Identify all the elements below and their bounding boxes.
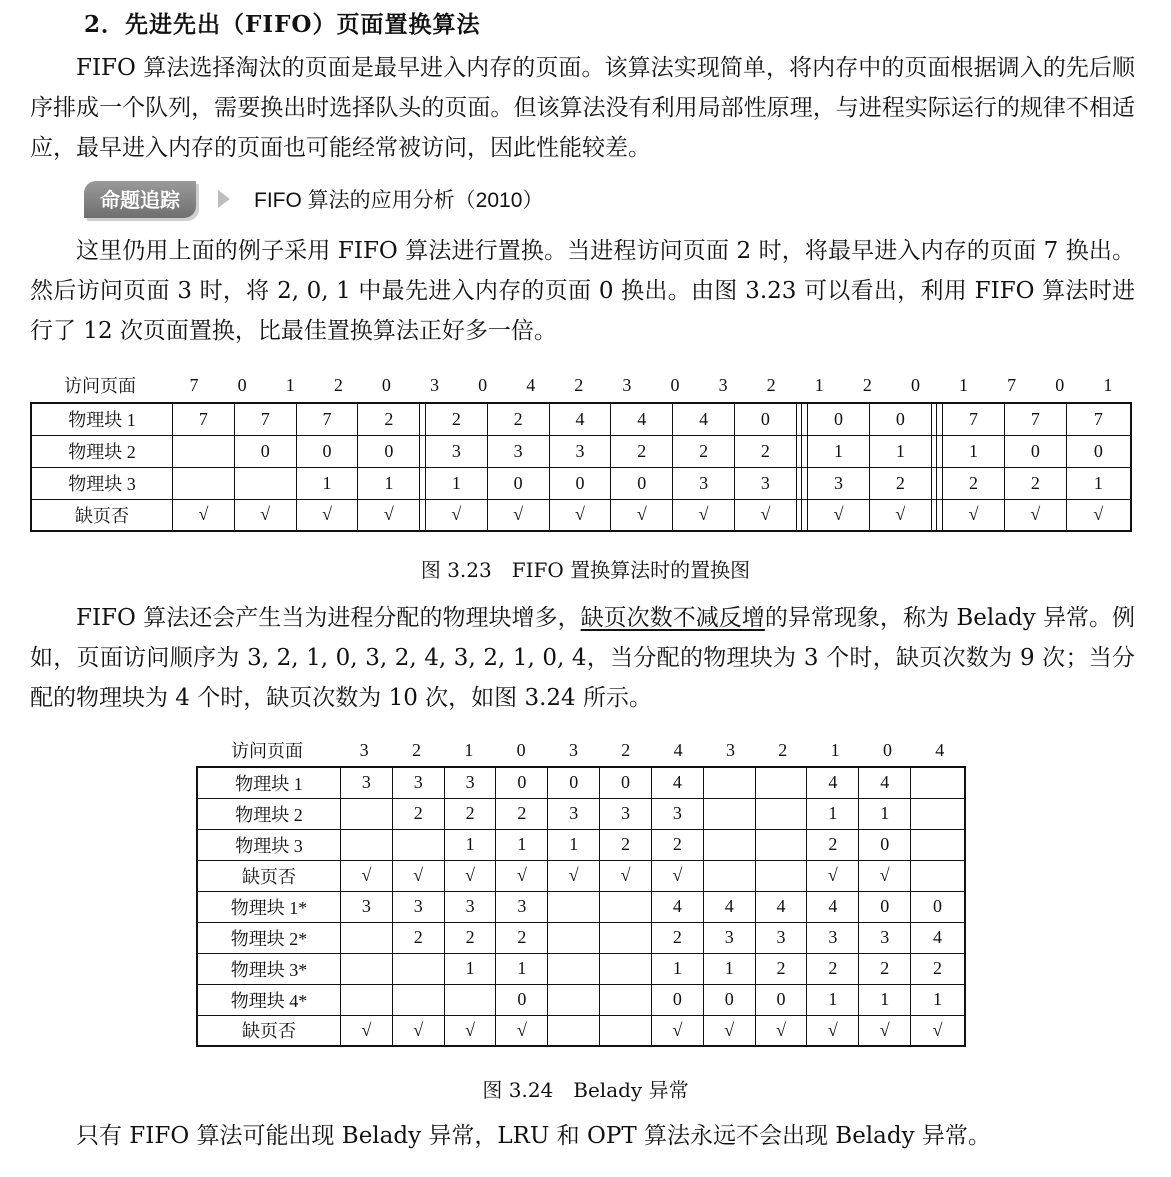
table-cell: 1 [548, 829, 600, 860]
table-cell: 3 [859, 922, 911, 953]
table-cell [173, 467, 235, 499]
section-heading: 2．先进先出（FIFO）页面置换算法 [84, 11, 481, 38]
table-cell [911, 860, 965, 891]
table-cell: 3 [392, 767, 444, 798]
page-reference: 3 [359, 739, 369, 760]
page-reference: 2 [574, 374, 584, 395]
table-cell: 0 [611, 467, 673, 499]
table-cell: 4 [807, 767, 859, 798]
table-row [31, 499, 1131, 531]
table-cell: √ [600, 860, 652, 891]
table-cell: 1 [444, 829, 496, 860]
page-reference: 1 [959, 374, 969, 395]
table-cell: 2 [869, 467, 931, 499]
text-segment: 的异常现象，称为 Belady 异常。例如，页面访问顺序为 3, 2, 1, 0, 3, 2, 4, 3, 2, 1, 0, 4，当分配的物理块为 3 个时，缺页次数为 9 次；当分配的物理块为 4 个时，缺页次数为 10 次，如图 3.24 所示。 [30, 605, 1136, 711]
table-cell: 2 [392, 798, 444, 829]
page-reference: 0 [910, 374, 920, 395]
table-row [197, 891, 965, 922]
table-cell: 4 [673, 403, 735, 435]
table-cell [392, 984, 444, 1015]
table-cell: √ [392, 860, 444, 891]
table-cell: 2 [358, 403, 420, 435]
table-cell [911, 798, 965, 829]
table-cell [392, 953, 444, 984]
table-cell [600, 953, 652, 984]
page-reference: 3 [622, 374, 632, 395]
table-row [197, 953, 965, 984]
row-label: 缺页否 [197, 1015, 341, 1046]
exam-tracking-tag [84, 182, 543, 216]
table-row [31, 435, 1131, 467]
figure-3-23-table [30, 368, 1132, 532]
table-cell: √ [392, 1015, 444, 1046]
table-cell: 7 [1066, 403, 1131, 435]
row-label: 物理块 1 [197, 767, 341, 798]
table-cell [341, 798, 393, 829]
page-reference: 0 [882, 739, 892, 760]
table-cell: 3 [487, 435, 549, 467]
paragraph-text: 这里仍用上面的例子采用 FIFO 算法进行置换。当进程访问页面 2 时，将最早进入内存的页面 7 换出。然后访问页面 3 时，将 2, 0, 1 中最先进入内存的页面 0 换出。由图 3.23 可以看出，利用 FIFO 算法时进行了 12 次页面置换，比最佳置换算法正好多一倍。 [30, 238, 1135, 344]
table-cell [703, 829, 755, 860]
table-cell: 4 [859, 767, 911, 798]
table-cell: 0 [296, 435, 358, 467]
table-cell: 2 [496, 798, 548, 829]
page-reference: 4 [526, 374, 536, 395]
table-cell: 4 [755, 891, 807, 922]
table-cell: 2 [444, 798, 496, 829]
page-reference: 1 [814, 374, 824, 395]
page-reference: 3 [430, 374, 440, 395]
table-cell [600, 1015, 652, 1046]
page-reference: 4 [935, 739, 945, 760]
table-cell [341, 829, 393, 860]
table-cell: 2 [651, 922, 703, 953]
table-cell: 0 [808, 403, 870, 435]
paragraph-text [30, 598, 1135, 718]
table-cell: 0 [869, 403, 931, 435]
table-cell: 1 [808, 435, 870, 467]
table-cell: 0 [651, 984, 703, 1015]
table-cell: 2 [1004, 467, 1066, 499]
table-cell: √ [549, 499, 611, 531]
header-label: 访问页面 [231, 741, 303, 761]
paragraph-conclusion [30, 1116, 1135, 1156]
triangle-arrow-icon [218, 190, 230, 208]
table-cell: √ [444, 860, 496, 891]
table-cell: √ [358, 499, 420, 531]
table-cell: 2 [651, 829, 703, 860]
page-reference: 1 [830, 739, 840, 760]
table-cell: √ [807, 1015, 859, 1046]
table-cell [703, 798, 755, 829]
table-cell: 2 [444, 922, 496, 953]
table-cell: 0 [496, 767, 548, 798]
table-cell: 0 [548, 767, 600, 798]
table-row [197, 798, 965, 829]
table-cell: 3 [703, 922, 755, 953]
table-cell: 2 [496, 922, 548, 953]
page-reference: 3 [718, 374, 728, 395]
table-cell: 0 [600, 767, 652, 798]
table-cell: 1 [496, 953, 548, 984]
table-cell [703, 767, 755, 798]
table-cell [341, 922, 393, 953]
table-cell: 2 [859, 953, 911, 984]
table-cell: √ [859, 1015, 911, 1046]
page-reference: 3 [725, 739, 735, 760]
table-cell: 2 [392, 922, 444, 953]
table-cell: 0 [911, 891, 965, 922]
paragraph-fifo-example [30, 231, 1135, 351]
table-cell: 1 [869, 435, 931, 467]
table-cell [600, 922, 652, 953]
header-label: 访问页面 [64, 376, 136, 396]
table-cell: 0 [487, 467, 549, 499]
page-reference: 0 [237, 374, 247, 395]
table-cell: 4 [611, 403, 673, 435]
table-cell: √ [651, 1015, 703, 1046]
table-cell [444, 984, 496, 1015]
table-cell: 1 [943, 435, 1005, 467]
page-reference: 4 [673, 739, 683, 760]
table-cell [755, 798, 807, 829]
figure-3-24-caption: 图 3.24 Belady 异常 [482, 1078, 689, 1102]
table-cell: 2 [734, 435, 796, 467]
table-cell: 0 [1004, 435, 1066, 467]
table-cell: 4 [651, 891, 703, 922]
text-segment: FIFO 算法还会产生当为进程分配的物理块增多， [76, 605, 581, 631]
table-cell: 2 [673, 435, 735, 467]
row-label: 物理块 2 [31, 435, 173, 467]
table-cell [548, 953, 600, 984]
table-cell: 1 [496, 829, 548, 860]
row-label: 物理块 3 [31, 467, 173, 499]
table-cell: 3 [444, 891, 496, 922]
table-cell: 4 [911, 922, 965, 953]
table-cell: √ [1004, 499, 1066, 531]
table-row [197, 984, 965, 1015]
table-cell [755, 860, 807, 891]
table-cell: √ [496, 1015, 548, 1046]
row-label: 物理块 1 [31, 403, 173, 435]
table-row [197, 922, 965, 953]
table-cell: √ [943, 499, 1005, 531]
row-label: 物理块 3* [197, 953, 341, 984]
table-cell [755, 767, 807, 798]
table-cell: 0 [496, 984, 548, 1015]
table-cell: 0 [549, 467, 611, 499]
table-cell: √ [859, 860, 911, 891]
paragraph-text: FIFO 算法选择淘汰的页面是最早进入内存的页面。该算法实现简单，将内存中的页面根据调入的先后顺序排成一个队列，需要换出时选择队头的页面。但该算法没有利用局部性原理，与进程实际运行的规律不相适应，最早进入内存的页面也可能经常被访问，因此性能较差。 [30, 55, 1135, 161]
table-cell: 7 [234, 403, 296, 435]
page-reference: 7 [1007, 374, 1017, 395]
table2-grid [196, 766, 966, 1047]
page-reference: 0 [670, 374, 680, 395]
row-label: 物理块 4* [197, 984, 341, 1015]
table-cell: 1 [911, 984, 965, 1015]
exam-tracking-badge: 命题追踪 [84, 181, 196, 218]
table-cell [911, 767, 965, 798]
exam-tracking-text: FIFO 算法的应用分析（2010） [254, 189, 544, 212]
table-cell: 0 [755, 984, 807, 1015]
table-cell: 3 [341, 767, 393, 798]
table-cell [755, 829, 807, 860]
table-cell [548, 891, 600, 922]
row-label: 物理块 2* [197, 922, 341, 953]
table-cell: 2 [611, 435, 673, 467]
table-cell [600, 984, 652, 1015]
table-cell: 1 [859, 798, 911, 829]
page-reference: 2 [333, 374, 343, 395]
table-cell: √ [173, 499, 235, 531]
table-cell: 3 [807, 922, 859, 953]
table-row [197, 767, 965, 798]
table-cell: 4 [807, 891, 859, 922]
table-cell: 1 [1066, 467, 1131, 499]
page-reference: 7 [189, 374, 199, 395]
table-cell [600, 891, 652, 922]
table-cell: 1 [296, 467, 358, 499]
table-cell [341, 984, 393, 1015]
table-cell: √ [611, 499, 673, 531]
table-cell [173, 435, 235, 467]
paragraph-belady [30, 598, 1135, 718]
table-cell [392, 829, 444, 860]
page-reference: 2 [621, 739, 631, 760]
table-cell: √ [869, 499, 931, 531]
figure-3-23-caption: 图 3.23 FIFO 置换算法时的置换图 [420, 558, 751, 582]
page-reference: 1 [1103, 374, 1113, 395]
page-reference: 0 [381, 374, 391, 395]
table-cell: 2 [807, 829, 859, 860]
table-cell: 3 [496, 891, 548, 922]
table-cell: 4 [651, 767, 703, 798]
table-cell: 4 [549, 403, 611, 435]
page-reference: 2 [862, 374, 872, 395]
table-cell: √ [425, 499, 487, 531]
page-reference: 0 [1055, 374, 1065, 395]
table-cell: 3 [755, 922, 807, 953]
table-cell: 3 [549, 435, 611, 467]
table2-header [196, 734, 966, 766]
table-cell: √ [911, 1015, 965, 1046]
row-label: 缺页否 [197, 860, 341, 891]
table-cell: √ [755, 1015, 807, 1046]
table-cell: 3 [734, 467, 796, 499]
row-label: 物理块 1* [197, 891, 341, 922]
table-cell: 7 [943, 403, 1005, 435]
table-row [197, 1015, 965, 1046]
table-cell: √ [808, 499, 870, 531]
paragraph-text: 只有 FIFO 算法可能出现 Belady 异常，LRU 和 OPT 算法永远不会出现 Belady 异常。 [76, 1123, 991, 1149]
table-cell: 0 [358, 435, 420, 467]
table-cell: 7 [296, 403, 358, 435]
table-cell [703, 860, 755, 891]
page-reference: 0 [478, 374, 488, 395]
table-cell: √ [1066, 499, 1131, 531]
table-cell [234, 467, 296, 499]
underlined-text: 缺页次数不减反增 [580, 605, 765, 631]
table-cell: 3 [673, 467, 735, 499]
table-cell: 3 [444, 767, 496, 798]
page-reference: 0 [516, 739, 526, 760]
table-cell: 4 [703, 891, 755, 922]
table-cell: 0 [859, 829, 911, 860]
row-label: 缺页否 [31, 499, 173, 531]
table-cell: 0 [734, 403, 796, 435]
table-cell [341, 953, 393, 984]
table-cell: √ [487, 499, 549, 531]
table-cell: √ [548, 860, 600, 891]
table-cell [548, 984, 600, 1015]
table-cell: 3 [341, 891, 393, 922]
row-label: 物理块 2 [197, 798, 341, 829]
page-reference: 3 [568, 739, 578, 760]
table-cell: √ [703, 1015, 755, 1046]
table-cell: 1 [444, 953, 496, 984]
table-cell: √ [444, 1015, 496, 1046]
table-cell: 1 [807, 798, 859, 829]
table1-header [30, 368, 1132, 402]
table-cell: 1 [358, 467, 420, 499]
table-cell: 7 [1004, 403, 1066, 435]
paragraph-fifo-intro [30, 48, 1135, 168]
figure-3-24-table [196, 734, 966, 1047]
page-reference: 2 [766, 374, 776, 395]
table-row [197, 860, 965, 891]
table-cell: 3 [651, 798, 703, 829]
table-cell [911, 829, 965, 860]
table-cell: 1 [651, 953, 703, 984]
table-cell: 1 [859, 984, 911, 1015]
table-cell [548, 922, 600, 953]
table-cell: 2 [755, 953, 807, 984]
table-row [31, 403, 1131, 435]
table-cell: √ [296, 499, 358, 531]
table-cell: 0 [234, 435, 296, 467]
page-reference: 1 [285, 374, 295, 395]
table-row [197, 829, 965, 860]
table-cell: 2 [807, 953, 859, 984]
table-cell: 1 [703, 953, 755, 984]
table-cell: √ [341, 1015, 393, 1046]
table-cell: 2 [911, 953, 965, 984]
table-row [31, 467, 1131, 499]
table-cell [548, 1015, 600, 1046]
table-cell: 0 [1066, 435, 1131, 467]
table1-grid [30, 402, 1132, 532]
table-cell: 0 [703, 984, 755, 1015]
page-reference: 2 [411, 739, 421, 760]
table-cell: 2 [487, 403, 549, 435]
table-cell: 1 [807, 984, 859, 1015]
table-cell: 3 [425, 435, 487, 467]
table-cell: 3 [392, 891, 444, 922]
table-cell: 2 [425, 403, 487, 435]
table-cell: √ [807, 860, 859, 891]
page-reference: 2 [778, 739, 788, 760]
table-cell: 2 [600, 829, 652, 860]
page-reference: 1 [464, 739, 474, 760]
table-cell: √ [496, 860, 548, 891]
table-cell: √ [734, 499, 796, 531]
table-cell: 7 [173, 403, 235, 435]
table-cell: 1 [425, 467, 487, 499]
table-cell: 3 [600, 798, 652, 829]
table-cell: √ [651, 860, 703, 891]
table-cell: √ [341, 860, 393, 891]
table-cell: √ [234, 499, 296, 531]
table-cell: 3 [808, 467, 870, 499]
table-cell: 2 [943, 467, 1005, 499]
table-cell: √ [673, 499, 735, 531]
row-label: 物理块 3 [197, 829, 341, 860]
table-cell: 3 [548, 798, 600, 829]
table-cell: 0 [859, 891, 911, 922]
